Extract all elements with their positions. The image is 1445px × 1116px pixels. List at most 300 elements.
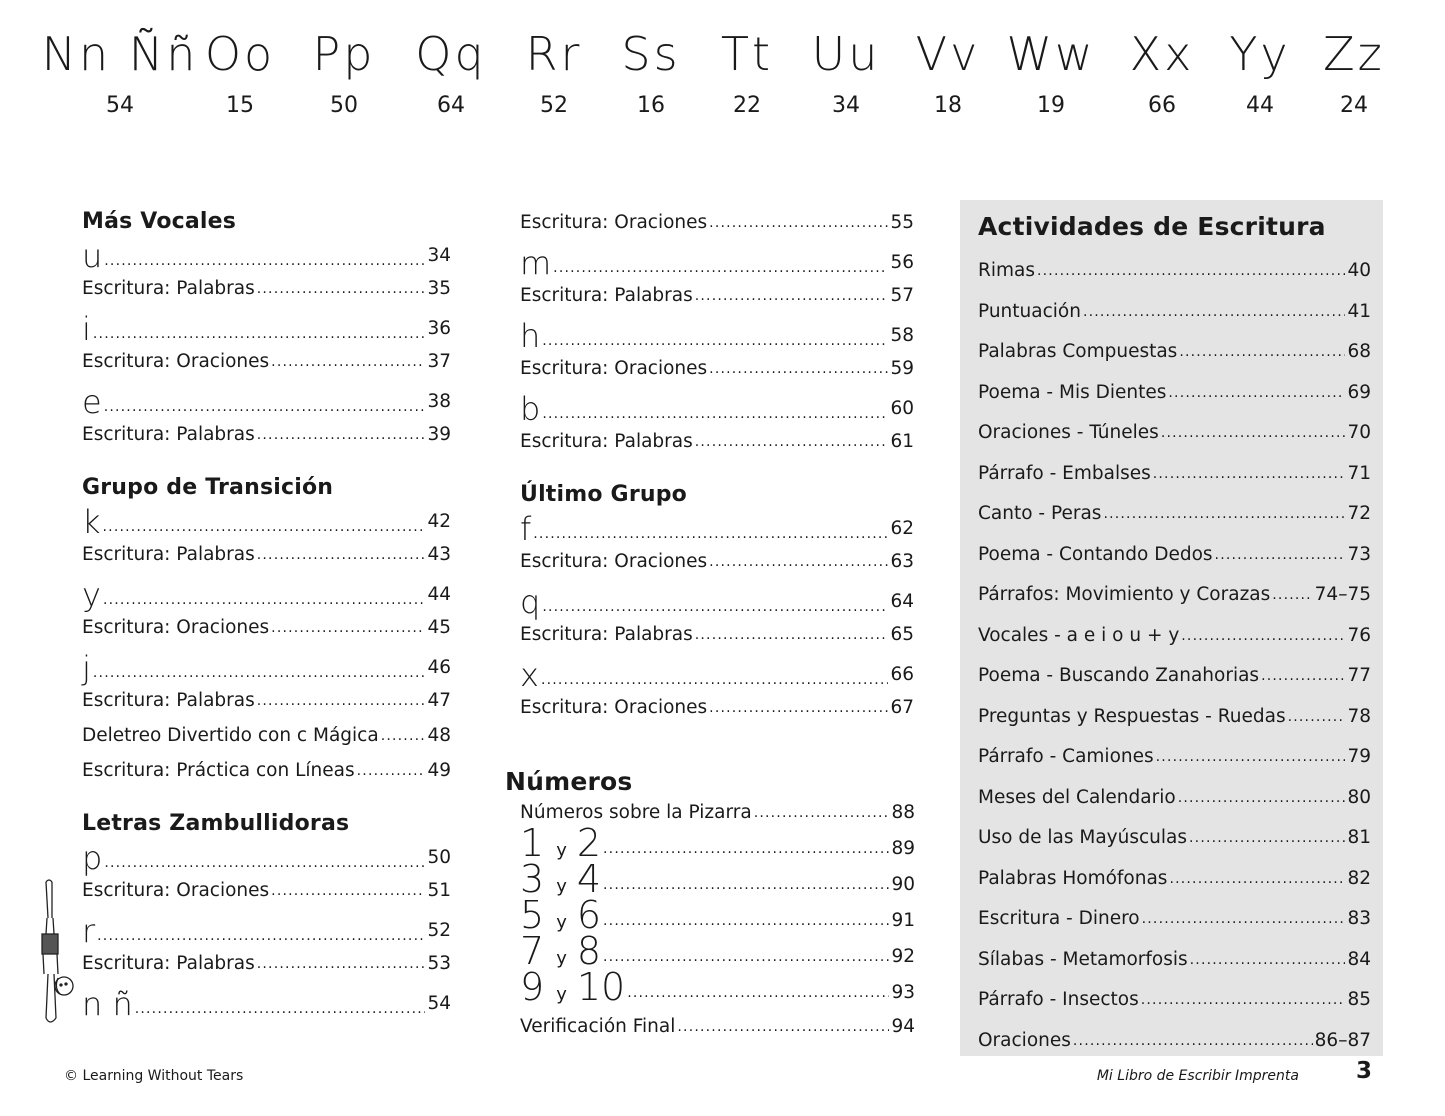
letter-page: 54 bbox=[105, 93, 134, 118]
toc-entry bbox=[520, 965, 915, 1009]
toc-entry bbox=[520, 358, 914, 380]
dot-leader bbox=[603, 914, 889, 928]
toc-entry bbox=[82, 424, 451, 446]
letter-page: 15 bbox=[225, 93, 254, 118]
letter-page: 50 bbox=[329, 93, 358, 118]
toc-entry bbox=[978, 301, 1371, 323]
toc-entry bbox=[82, 839, 451, 877]
toc-entry bbox=[520, 583, 914, 621]
entry-label bbox=[520, 1016, 675, 1038]
toc-entry bbox=[978, 625, 1371, 647]
dot-leader bbox=[754, 806, 890, 820]
entry-label: b bbox=[520, 390, 541, 428]
toc-entry bbox=[82, 649, 451, 687]
letter-pair: Nn Ññ bbox=[41, 27, 199, 81]
letter-pair: Xx bbox=[1129, 27, 1195, 81]
entry-label: Poema - Buscando Zanahorias bbox=[978, 665, 1260, 686]
letter-page: 52 bbox=[540, 93, 568, 118]
letter-pair: Rr bbox=[525, 27, 583, 81]
toc-entry bbox=[978, 989, 1371, 1011]
toc-entry bbox=[520, 697, 914, 719]
entry-page: 42 bbox=[427, 511, 451, 532]
letter-page: 22 bbox=[732, 93, 761, 118]
letter-page: 16 bbox=[636, 93, 665, 118]
entry-page: 81 bbox=[1347, 827, 1371, 848]
dot-leader bbox=[271, 355, 425, 369]
number-a: 7 bbox=[520, 929, 545, 973]
entry-page: 64 bbox=[890, 591, 914, 612]
alphabet-letter bbox=[1006, 24, 1095, 120]
entry-label: Escritura: Oraciones bbox=[82, 351, 270, 372]
alphabet-letter bbox=[621, 24, 680, 120]
dot-leader bbox=[103, 520, 426, 534]
entry-page: 39 bbox=[427, 424, 451, 445]
dot-leader bbox=[1037, 264, 1345, 278]
section-title: Letras Zambullidoras bbox=[82, 811, 350, 836]
letter-page: 44 bbox=[1245, 93, 1274, 118]
section-title: Números bbox=[505, 767, 633, 796]
dot-leader bbox=[1141, 993, 1346, 1007]
page-number: 3 bbox=[1356, 1058, 1373, 1084]
entry-label: x bbox=[520, 656, 539, 694]
toc-entry bbox=[978, 746, 1371, 768]
entry-label: Oraciones bbox=[978, 1029, 1071, 1051]
entry-label: Escritura: Práctica con Líneas bbox=[82, 760, 355, 781]
entry-page: 49 bbox=[427, 760, 451, 781]
dot-leader bbox=[1178, 791, 1346, 805]
entry-label: r bbox=[82, 912, 96, 950]
dot-leader bbox=[695, 435, 889, 449]
letter-pair: Pp bbox=[312, 27, 376, 81]
y-connector: y bbox=[556, 948, 567, 969]
entry-label: Escritura: Palabras bbox=[520, 431, 693, 452]
number-b: 4 bbox=[576, 857, 602, 901]
toc-entry bbox=[82, 310, 451, 348]
toc-entry bbox=[520, 821, 915, 865]
toc-entry bbox=[978, 382, 1371, 404]
dot-leader bbox=[135, 1002, 426, 1016]
letter-page: 64 bbox=[437, 93, 465, 118]
letter-pair: Ww bbox=[1006, 27, 1096, 81]
entry-label: Escritura: Palabras bbox=[82, 690, 255, 711]
number-b: 10 bbox=[576, 965, 626, 1009]
dot-leader bbox=[93, 666, 426, 680]
entry-label: Párrafo - Embalses bbox=[978, 462, 1151, 484]
number-a: 1 bbox=[520, 821, 545, 865]
toc-column-1 bbox=[82, 208, 451, 1026]
y-connector: y bbox=[556, 984, 567, 1005]
toc-entry bbox=[978, 341, 1371, 363]
toc-entry bbox=[978, 544, 1371, 566]
copyright-text: © Learning Without Tears bbox=[64, 1068, 244, 1084]
alphabet-letter bbox=[42, 24, 199, 120]
entry-label: Escritura: Oraciones bbox=[82, 880, 270, 901]
entry-label: Párrafo - Camiones bbox=[978, 746, 1154, 767]
dot-leader bbox=[541, 673, 889, 687]
toc-entry bbox=[978, 260, 1371, 282]
dot-leader bbox=[1169, 872, 1345, 886]
toc-entry bbox=[82, 576, 451, 614]
letter-pair: Tt bbox=[720, 27, 774, 81]
entry-page: 35 bbox=[427, 278, 451, 299]
book-title: Mi Libro de Escribir Imprenta bbox=[1096, 1068, 1299, 1084]
entry-page: 88 bbox=[891, 802, 915, 823]
entry-label bbox=[520, 965, 626, 1009]
entry-page: 53 bbox=[427, 953, 451, 974]
toc-entry bbox=[82, 912, 451, 950]
y-connector: y bbox=[556, 912, 567, 933]
entry-label: y bbox=[82, 576, 101, 614]
dot-leader bbox=[709, 216, 888, 230]
entry-page: 84 bbox=[1347, 948, 1371, 970]
toc-entry bbox=[82, 617, 451, 639]
number-b: 8 bbox=[576, 929, 602, 973]
dot-leader bbox=[257, 428, 426, 442]
entry-label: Escritura: Palabras bbox=[82, 278, 255, 299]
dot-leader bbox=[1073, 1034, 1313, 1048]
dot-leader bbox=[1142, 912, 1346, 926]
dot-leader bbox=[1179, 345, 1345, 359]
toc-entry bbox=[978, 868, 1371, 890]
toc-entry bbox=[978, 503, 1371, 525]
alphabet-letter bbox=[313, 24, 376, 120]
dot-leader bbox=[1261, 669, 1345, 683]
toc-entry bbox=[82, 503, 451, 541]
entry-page: 82 bbox=[1347, 867, 1371, 889]
entry-page: 37 bbox=[427, 351, 451, 372]
toc-entry bbox=[978, 584, 1371, 606]
toc-entry bbox=[520, 551, 914, 573]
entry-page: 36 bbox=[427, 318, 451, 339]
entry-page: 91 bbox=[891, 910, 915, 931]
dot-leader bbox=[677, 1020, 889, 1034]
letter-page: 18 bbox=[933, 93, 962, 118]
section-title: Grupo de Transición bbox=[82, 475, 334, 500]
entry-label: Canto - Peras bbox=[978, 503, 1102, 524]
section-numeros bbox=[505, 766, 915, 1038]
section-ultimo-grupo bbox=[520, 481, 914, 719]
toc-entry bbox=[520, 656, 914, 694]
dot-leader bbox=[257, 548, 426, 562]
panel-title: Actividades de Escritura bbox=[978, 212, 1326, 241]
entry-label: Meses del Calendario bbox=[978, 786, 1176, 808]
entry-label: Escritura: Palabras bbox=[520, 285, 693, 306]
entry-label: Escritura: Oraciones bbox=[520, 358, 708, 379]
alphabet-header bbox=[0, 0, 1445, 140]
entry-label: Vocales - a e i o u + y bbox=[978, 624, 1180, 646]
letter-page: 19 bbox=[1036, 93, 1065, 118]
alphabet-letter bbox=[415, 24, 486, 120]
toc-entry bbox=[978, 908, 1371, 930]
entry-label: Escritura: Oraciones bbox=[520, 212, 708, 233]
entry-label: Escritura - Dinero bbox=[978, 908, 1140, 929]
toc-entry bbox=[82, 383, 451, 421]
entry-page: 40 bbox=[1347, 260, 1371, 281]
letter-pair: Zz bbox=[1323, 27, 1385, 81]
numeros-list bbox=[505, 802, 915, 1038]
dot-leader bbox=[97, 929, 425, 943]
entry-label: Escritura: Oraciones bbox=[520, 551, 708, 572]
entry-page: 79 bbox=[1347, 746, 1371, 767]
number-a: 9 bbox=[520, 965, 545, 1009]
entry-page: 94 bbox=[891, 1016, 915, 1037]
dot-leader bbox=[533, 527, 888, 541]
letter-pair: Yy bbox=[1229, 27, 1291, 81]
entry-page: 43 bbox=[427, 544, 451, 565]
dot-leader bbox=[104, 254, 425, 268]
dot-leader bbox=[709, 362, 888, 376]
dot-leader bbox=[695, 289, 889, 303]
toc-entry bbox=[82, 544, 451, 566]
toc-entry bbox=[978, 422, 1371, 444]
entry-label bbox=[520, 929, 602, 973]
section-title: Último Grupo bbox=[520, 482, 687, 507]
dot-leader bbox=[271, 884, 425, 898]
alphabet-letter bbox=[916, 24, 981, 120]
section-title: Más Vocales bbox=[82, 209, 237, 234]
toc-column-2 bbox=[520, 212, 914, 732]
entry-label: p bbox=[82, 839, 103, 877]
entry-page: 52 bbox=[427, 920, 451, 941]
alphabet-letter bbox=[526, 24, 583, 120]
entry-label: Uso de las Mayúsculas bbox=[978, 827, 1188, 848]
dot-leader bbox=[104, 400, 426, 414]
toc-entry bbox=[82, 690, 451, 712]
letter-pair: Qq bbox=[415, 27, 487, 81]
toc-entry bbox=[978, 1030, 1371, 1052]
entry-page: 59 bbox=[890, 358, 914, 379]
entry-page: 89 bbox=[891, 838, 915, 859]
entry-label: Sílabas - Metamorfosis bbox=[978, 948, 1188, 970]
alphabet-letter bbox=[205, 24, 275, 120]
y-connector: y bbox=[556, 876, 567, 897]
entry-label bbox=[520, 893, 602, 937]
dot-leader bbox=[709, 701, 888, 715]
entry-page: 38 bbox=[427, 391, 451, 412]
number-a: 5 bbox=[520, 893, 545, 937]
entry-page: 65 bbox=[890, 624, 914, 645]
dot-leader bbox=[1288, 710, 1346, 724]
entry-page: 71 bbox=[1347, 462, 1371, 484]
entry-label: k bbox=[82, 503, 101, 541]
toc-entry bbox=[520, 1016, 915, 1038]
dot-leader bbox=[1181, 629, 1345, 643]
entry-page: 47 bbox=[427, 690, 451, 711]
toc-entry bbox=[82, 880, 451, 902]
toc-entry bbox=[82, 351, 451, 373]
dot-leader bbox=[603, 842, 889, 856]
entry-page: 63 bbox=[890, 551, 914, 572]
toc-entry bbox=[82, 278, 451, 300]
dot-leader bbox=[1272, 588, 1312, 602]
entry-label: Escritura: Oraciones bbox=[520, 697, 708, 718]
toc-entry bbox=[978, 787, 1371, 809]
letter-page: 66 bbox=[1148, 93, 1176, 118]
entry-label bbox=[520, 821, 602, 865]
entry-page: 86–87 bbox=[1314, 1029, 1371, 1051]
dot-leader bbox=[1215, 548, 1346, 562]
entry-page: 46 bbox=[427, 657, 451, 678]
letter-pair: Oo bbox=[204, 27, 276, 81]
entry-label: Escritura: Palabras bbox=[82, 544, 255, 565]
dot-leader bbox=[1083, 305, 1346, 319]
entry-label: q bbox=[520, 583, 541, 621]
toc-entry bbox=[520, 431, 914, 453]
dot-leader bbox=[1189, 831, 1345, 845]
dot-leader bbox=[542, 334, 888, 348]
toc-entry bbox=[520, 624, 914, 646]
entry-page: 83 bbox=[1347, 908, 1371, 929]
alphabet-letter bbox=[1130, 24, 1195, 120]
toc-entry bbox=[520, 285, 914, 307]
dot-leader bbox=[695, 628, 889, 642]
toc-entry bbox=[520, 857, 915, 901]
toc-entry bbox=[978, 463, 1371, 485]
entry-label: Escritura: Palabras bbox=[82, 953, 255, 974]
entry-label: Oraciones - Túneles bbox=[978, 422, 1159, 443]
entry-label: Escritura: Palabras bbox=[82, 424, 255, 445]
dot-leader bbox=[103, 593, 426, 607]
entry-label: n ñ bbox=[82, 985, 133, 1023]
entry-page: 34 bbox=[427, 245, 451, 266]
entry-page: 62 bbox=[890, 518, 914, 539]
alphabet-letter bbox=[721, 24, 773, 120]
entry-page: 66 bbox=[890, 664, 914, 685]
toc-entry bbox=[520, 244, 914, 282]
dot-leader bbox=[1103, 507, 1345, 521]
entry-page: 72 bbox=[1347, 503, 1371, 524]
entry-label: e bbox=[82, 383, 102, 421]
dot-leader bbox=[271, 621, 425, 635]
entry-page: 60 bbox=[890, 398, 914, 419]
toc-entry bbox=[520, 893, 915, 937]
dot-leader bbox=[1156, 750, 1346, 764]
entry-label bbox=[520, 802, 752, 824]
entry-label: Escritura: Palabras bbox=[520, 624, 693, 645]
entry-page: 80 bbox=[1347, 786, 1371, 808]
entry-label: m bbox=[520, 244, 552, 282]
y-connector: y bbox=[556, 840, 567, 861]
entry-page: 85 bbox=[1347, 989, 1371, 1010]
entry-page: 51 bbox=[427, 880, 451, 901]
dot-leader bbox=[1161, 426, 1346, 440]
toc-entry bbox=[520, 510, 914, 548]
entry-page: 55 bbox=[890, 212, 914, 233]
entry-page: 48 bbox=[427, 725, 451, 746]
letter-pair: Vv bbox=[915, 27, 981, 81]
toc-entry bbox=[82, 985, 451, 1023]
actividades-panel bbox=[960, 200, 1383, 1056]
entry-page: 70 bbox=[1347, 422, 1371, 443]
entry-label: h bbox=[520, 317, 541, 355]
entry-page: 93 bbox=[891, 982, 915, 1003]
entry-page: 67 bbox=[890, 697, 914, 718]
dot-leader bbox=[542, 407, 888, 421]
alphabet-letter bbox=[1323, 24, 1385, 120]
entry-page: 57 bbox=[890, 285, 914, 306]
dot-leader bbox=[104, 856, 425, 870]
entry-page: 90 bbox=[891, 874, 915, 895]
entry-page: 61 bbox=[890, 431, 914, 452]
dot-leader bbox=[257, 694, 426, 708]
entry-page: 76 bbox=[1347, 624, 1371, 646]
entry-page: 69 bbox=[1347, 381, 1371, 403]
entry-label: Palabras Compuestas bbox=[978, 341, 1178, 362]
entry-text: Números sobre la Pizarra bbox=[520, 802, 752, 823]
dot-leader bbox=[627, 986, 889, 1000]
entry-page: 74–75 bbox=[1314, 584, 1371, 605]
section-letras-zambullidoras bbox=[82, 810, 451, 1023]
toc-entry bbox=[82, 760, 451, 782]
dot-leader bbox=[257, 957, 426, 971]
entry-page: 77 bbox=[1347, 665, 1371, 686]
number-b: 6 bbox=[576, 893, 602, 937]
entry-label: f bbox=[520, 510, 532, 548]
entry-text: Verificación Final bbox=[520, 1016, 676, 1037]
toc-entry bbox=[520, 317, 914, 355]
entry-page: 50 bbox=[427, 847, 451, 868]
section-grupo-transicion bbox=[82, 474, 451, 782]
entry-label: Párrafo - Insectos bbox=[978, 989, 1139, 1010]
letter-pair: Uu bbox=[811, 27, 881, 81]
dot-leader bbox=[1168, 386, 1345, 400]
dot-leader bbox=[1153, 467, 1346, 481]
number-b: 2 bbox=[576, 821, 602, 865]
entry-label: Preguntas y Respuestas - Ruedas bbox=[978, 705, 1286, 727]
toc-entry bbox=[520, 390, 914, 428]
entry-label: i bbox=[82, 310, 91, 348]
section-mas-vocales bbox=[82, 208, 451, 446]
diver-illustration bbox=[34, 878, 82, 1036]
toc-entry bbox=[978, 706, 1371, 728]
alphabet-letter bbox=[812, 24, 881, 120]
entry-label: Rimas bbox=[978, 260, 1035, 281]
dot-leader bbox=[381, 729, 426, 743]
toc-entry bbox=[82, 953, 451, 975]
entry-page: 44 bbox=[427, 584, 451, 605]
entry-label: Poema - Contando Dedos bbox=[978, 543, 1213, 565]
entry-label: Poema - Mis Dientes bbox=[978, 381, 1167, 403]
dot-leader bbox=[93, 327, 426, 341]
entry-label: Escritura: Oraciones bbox=[82, 617, 270, 638]
number-a: 3 bbox=[520, 857, 545, 901]
toc-entry bbox=[82, 237, 451, 275]
dot-leader bbox=[553, 261, 888, 275]
toc-entry bbox=[82, 725, 451, 747]
entry-page: 56 bbox=[890, 252, 914, 273]
toc-entry bbox=[978, 949, 1371, 971]
entry-page: 45 bbox=[427, 617, 451, 638]
dot-leader bbox=[357, 764, 426, 778]
letter-pair: Ss bbox=[621, 27, 681, 81]
letter-page: 34 bbox=[831, 93, 860, 118]
toc-entry bbox=[520, 929, 915, 973]
entry-label: Puntuación bbox=[978, 300, 1081, 322]
alphabet-letter bbox=[1229, 24, 1290, 120]
entry-page: 73 bbox=[1347, 543, 1371, 565]
dot-leader bbox=[542, 600, 888, 614]
toc-entry bbox=[520, 212, 914, 234]
entry-page: 41 bbox=[1347, 300, 1371, 322]
toc-entry bbox=[978, 665, 1371, 687]
dot-leader bbox=[1190, 953, 1346, 967]
dot-leader bbox=[709, 555, 888, 569]
dot-leader bbox=[603, 950, 889, 964]
entry-label: Palabras Homófonas bbox=[978, 867, 1168, 889]
entry-label: u bbox=[82, 237, 103, 275]
entry-page: 58 bbox=[890, 325, 914, 346]
dot-leader bbox=[603, 878, 889, 892]
